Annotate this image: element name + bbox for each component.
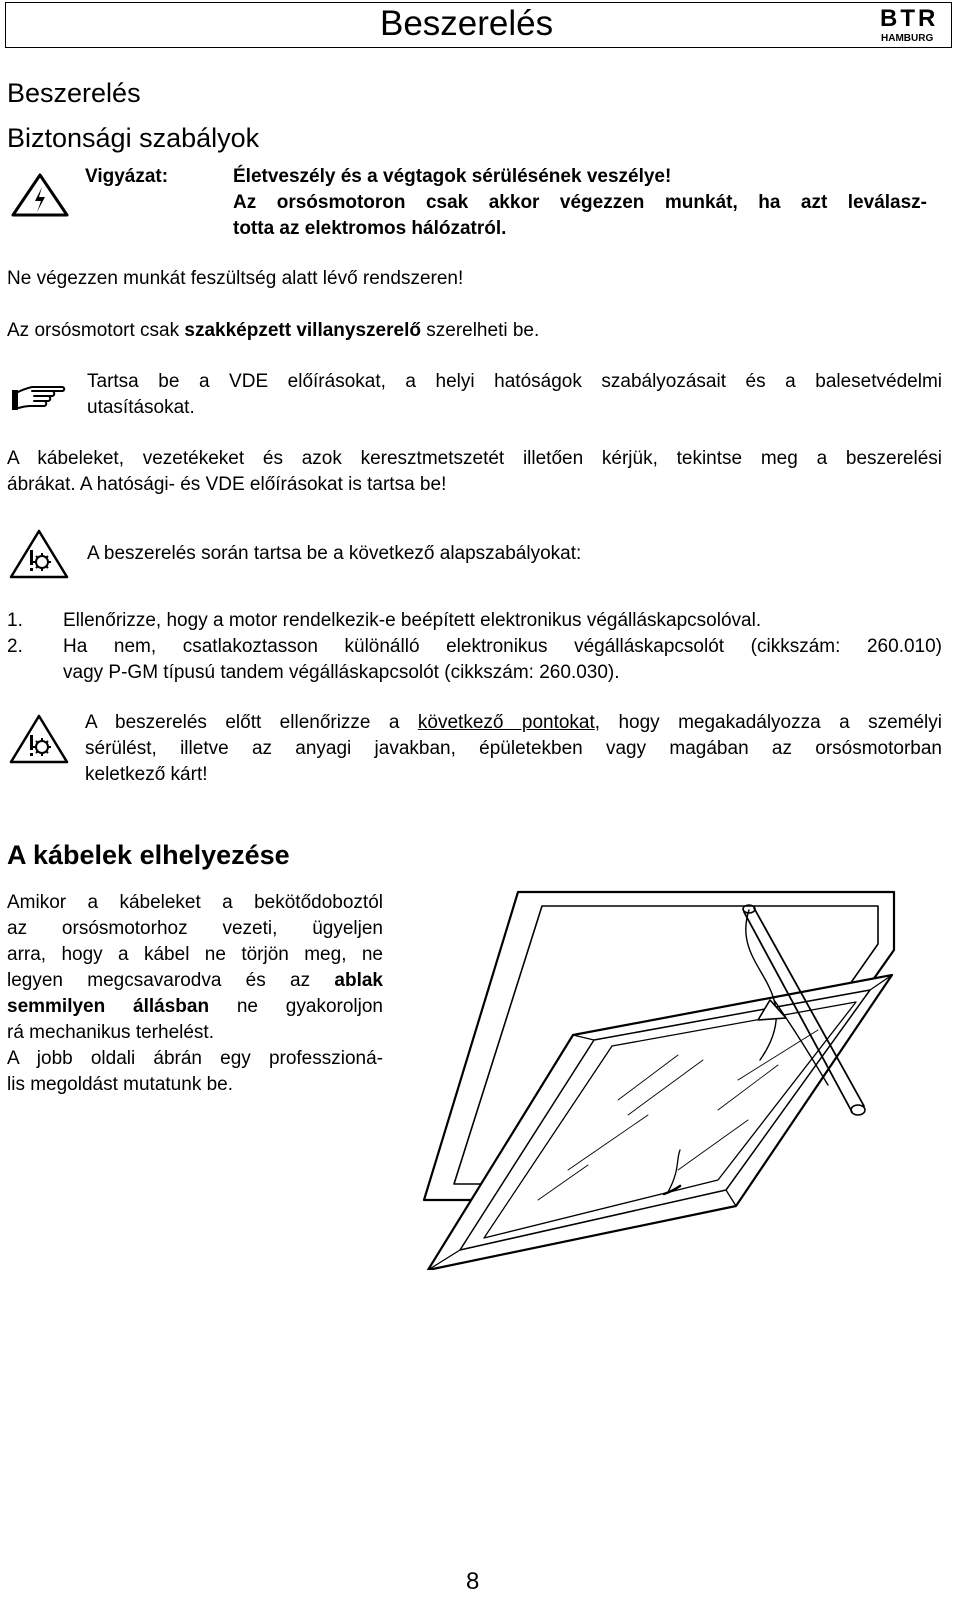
header-title: Beszerelés	[380, 4, 554, 43]
caution-1-text: A beszerelés során tartsa be a következő alapszabályokat:	[87, 543, 582, 564]
cable-text-line-3: arra, hogy a kábel ne törjön meg, ne	[7, 944, 383, 965]
note-line-2: utasításokat.	[87, 397, 195, 418]
pointing-hand-icon	[10, 380, 68, 414]
section-subtitle: Biztonsági szabályok	[7, 123, 260, 153]
cable-text-line-5-bold: semmilyen állásban	[7, 996, 210, 1017]
list-number-2: 2.	[7, 636, 23, 657]
cable-text-line-8: lis megoldást mutatunk be.	[7, 1074, 234, 1095]
caution-gear-icon	[8, 713, 70, 765]
caution-2-link: következő pontokat	[417, 712, 595, 733]
caution-2-line-2: sérülést, illetve az anyagi javakban, épületekben vagy magában az orsósmotorban	[85, 738, 942, 759]
warning-label: Vigyázat:	[85, 166, 169, 187]
paragraph-electrician	[7, 318, 539, 344]
cable-text-line-7: A jobb oldali ábrán egy professzioná-	[7, 1048, 383, 1069]
list-number-1: 1.	[7, 610, 23, 631]
list-item-2-line-1: Ha nem, csatlakoztasson különálló elektronikus végálláskapcsolót (cikkszám: 260.010)	[63, 636, 942, 657]
section-title: Beszerelés	[7, 78, 141, 108]
section-2-title: A kábelek elhelyezése	[7, 840, 290, 870]
cables-line-2: ábrákat. A hatósági- és VDE előírásokat is tartsa be!	[7, 474, 447, 495]
page-number: 8	[466, 1568, 480, 1595]
cable-text-line-6: rá mechanikus terhelést.	[7, 1022, 214, 1043]
list-item-2-line-2: vagy P-GM típusú tandem végálláskapcsolót (cikkszám: 260.030).	[63, 662, 620, 683]
caution-2-post: , hogy megakadályozza a személyi	[594, 712, 942, 733]
note-line-1: Tartsa be a VDE előírásokat, a helyi hatóságok szabályozásait és a balesetvédelmi	[87, 371, 942, 392]
cable-text-line-5-post: ne gyakoroljon	[209, 996, 383, 1017]
caution-2-line-3: keletkező kárt!	[85, 764, 208, 785]
electric-warning-icon	[10, 172, 70, 218]
cables-line-1: A kábeleket, vezetékeket és azok keresztmetszetét illetően kérjük, tekintse meg a beszerelési	[7, 448, 942, 469]
cable-text-line-4	[7, 968, 383, 994]
cable-text-line-1: Amikor a kábeleket a bekötődoboztól	[7, 892, 383, 913]
list-item-1: Ellenőrizze, hogy a motor rendelkezik-e beépített elektronikus végálláskapcsolóval.	[63, 610, 762, 631]
cable-text-line-5	[7, 994, 383, 1020]
warning-line-2: Az orsósmotoron csak akkor végezzen munkát, ha azt leválasz-	[233, 192, 927, 213]
warning-line-1: Életveszély és a végtagok sérülésének veszélye!	[233, 166, 672, 187]
caution-2-pre: A beszerelés előtt ellenőrizze a	[85, 712, 418, 733]
brand-logo: BTR	[880, 5, 939, 32]
brand-sub: HAMBURG	[881, 33, 934, 44]
electrician-text-pre: Az orsósmotort csak	[7, 320, 185, 341]
window-installation-illustration	[418, 870, 938, 1275]
caution-gear-icon	[8, 528, 70, 580]
caution-2-line-1	[85, 710, 942, 736]
electrician-text-bold: szakképzett villanyszerelő	[184, 320, 421, 341]
electrician-text-post: szerelheti be.	[420, 320, 540, 341]
warning-line-3: totta az elektromos hálózatról.	[233, 218, 507, 239]
cable-text-line-4-pre: legyen megcsavarodva és az	[7, 970, 335, 991]
paragraph-no-voltage: Ne végezzen munkát feszültség alatt lévő rendszeren!	[7, 268, 464, 289]
cable-text-line-2: az orsósmotorhoz vezeti, ügyeljen	[7, 918, 383, 939]
cable-text-line-4-bold: ablak	[334, 970, 383, 991]
